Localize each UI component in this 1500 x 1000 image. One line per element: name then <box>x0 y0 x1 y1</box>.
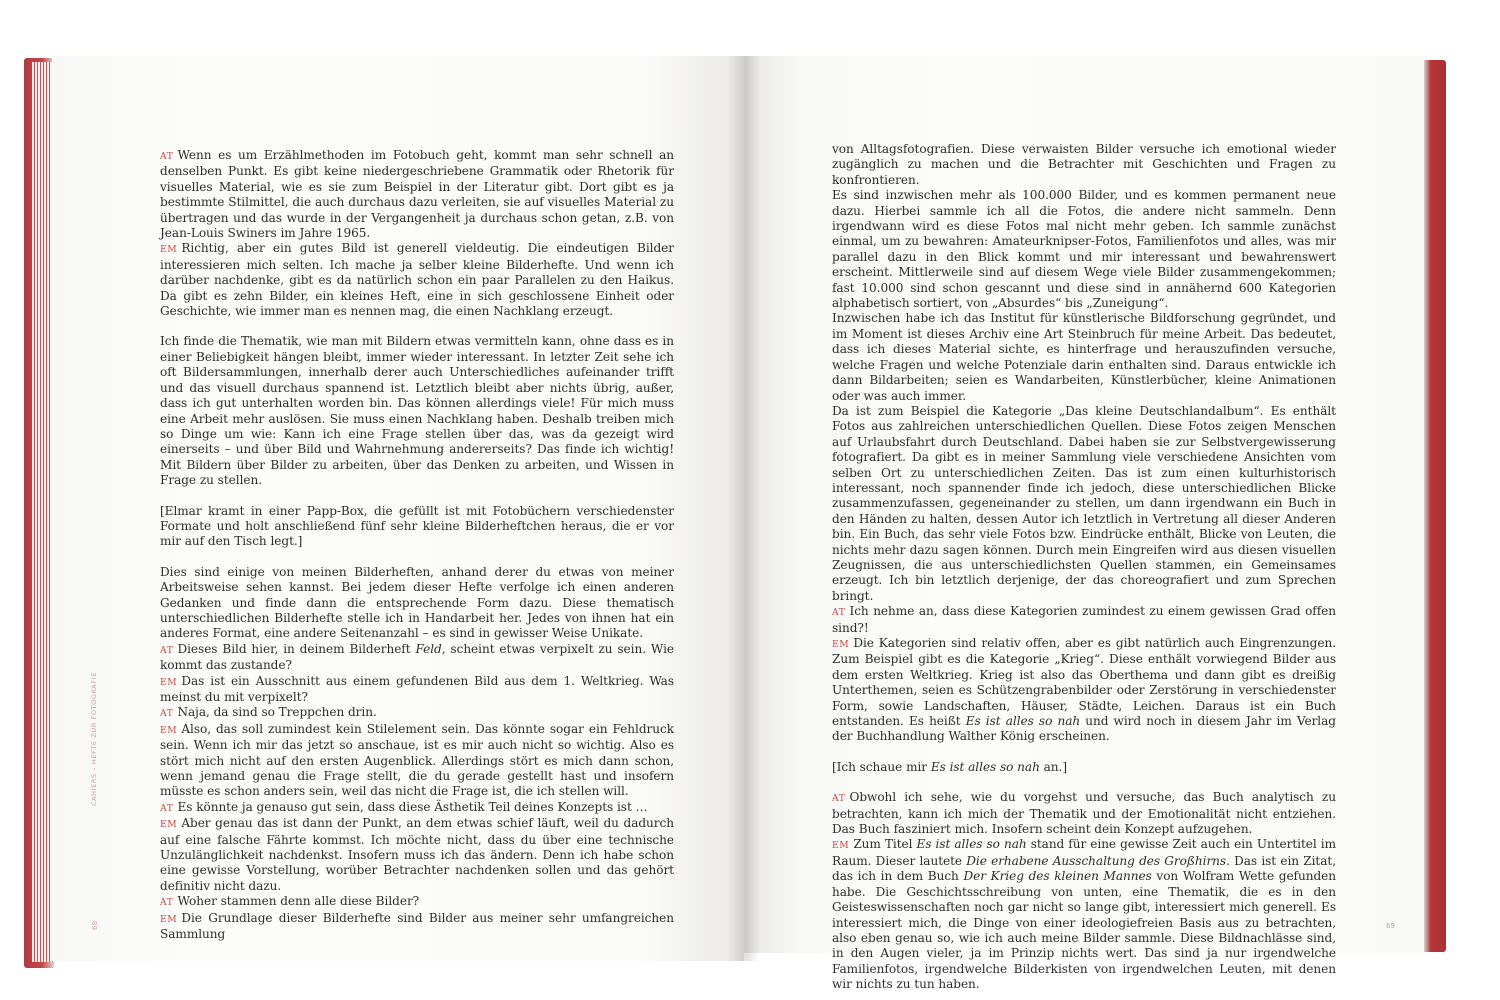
page-number-right: 69 <box>1386 922 1395 930</box>
paragraph-text: Wenn es um Erzählmethoden im Fotobuch geht, kommt man sehr schnell an denselben Punkt. Es gibt keine niedergeschriebene Grammatik oder Rhetorik für visuelles Material, wie es sie zum Beispiel in der Literatur gibt. Dort gibt es ja bestimmte Stilmittel, die auch durchaus dazu verleiten, sie auf visuelles Material zu übertragen und das wurde in der Vergangenheit ja durchaus schon getan, z.B. von Jean-Louis Swiners im Jahre 1965. <box>160 148 674 241</box>
speaker-initials: EM <box>160 676 178 688</box>
paragraph-text: Da ist zum Beispiel die Kategorie „Das kleine Deutschlandalbum“. Es enthält Fotos aus zahlreichen unterschiedlichen Quellen. Diese Fotos zeigen Menschen auf Urlaubsfahrt durch Deutschland. Dabei haben sie zur Selbstvergewisserung fotografiert. Da gibt es in meiner Sammlung viele verschiedene Ansichten vom selben Ort zu unterschiedlichen Zeiten. Das ist zum einen kulturhistorisch interessant, noch spannender finde ich jedoch, diese unterschiedlichen Blicke zusammenzufassen, gegeneinander zu stellen, um dann irgendwann ein Buch in den Händen zu halten, dessen Autor ich letztlich in Vertretung all dieser Anderen bin. Ein Buch, das sehr viele Fotos bzw. Eindrücke enthält, Blicke von Leuten, die nichts mehr dazu sagen können. Durch mein Eingreifen wird aus diesen visuellen Zeugnissen, die aus unterschiedlichsten Quellen stammen, ein Gemeinsames erzeugt. Ich bin letztlich derjenige, der das choreografiert und zum Sprechen bringt. <box>832 403 1336 603</box>
paragraph-text: Woher stammen denn alle diese Bilder? <box>177 894 420 909</box>
paragraph-text: Die Grundlage dieser Bilderhefte sind Bilder aus meiner sehr umfangreichen Sammlung <box>160 910 674 942</box>
running-head: CAHIERS – HEFTE ZUR FOTOGRAFIE <box>90 672 98 806</box>
speaker-initials: AT <box>160 802 174 814</box>
paragraph <box>160 642 674 674</box>
paragraph-text: Ich finde die Thematik, wie man mit Bildern etwas vermitteln kann, ohne dass es in einer Beliebigkeit hängen bleibt, immer wieder interessant. In letzter Zeit sehe ich oft Bildersammlungen, innerhalb derer auch Unterschiedliches aufeinander trifft und das visuell durchaus spannend ist. Letztlich bleibt aber nichts übrig, außer, dass ich gut unterhalten worden bin. Das können allerdings viele! Für mich muss eine Arbeit mehr auslösen. Sie muss einen Nachklang haben. Deshalb treiben mich so Dinge um wie: Kann ich eine Frage stellen über das, was da gezeigt wird einerseits – und über Bild und Wahrnehmung andererseits? Das finde ich wichtig! Mit Bildern über Bilder zu arbeiten, über das Denken zu arbeiten, und Wissen in Frage zu stellen. <box>160 334 674 488</box>
paragraph <box>160 800 674 816</box>
paragraph <box>160 504 674 550</box>
page-number-left: 68 <box>91 921 99 930</box>
paragraph-text: Obwohl ich sehe, wie du vorgehst und versuche, das Buch analytisch zu betrachten, kann ich mich der Thematik und der Emotionalität nicht entziehen. Das Buch fasziniert mich. Insofern scheint dein Konzept aufzugehen. <box>832 790 1336 837</box>
paragraph-text: an.] <box>1039 759 1067 774</box>
paragraph <box>832 142 1336 188</box>
left-text-column <box>160 148 674 943</box>
speaker-initials: AT <box>160 897 174 909</box>
paragraph <box>160 722 674 800</box>
paragraph <box>832 837 1336 992</box>
speaker-initials: EM <box>160 913 178 925</box>
italic-title: Die erhabene Ausschaltung des Großhirns <box>966 853 1227 868</box>
paragraph <box>832 760 1336 775</box>
paragraph-text: Dies sind einige von meinen Bilderheften, anhand derer du etwas von meiner Arbeitsweise sehen kannst. Bei jedem dieser Hefte verfolge ich einen anderen Gedanken und finde dann die entsprechende Form dazu. Diese thematisch unterschiedlichen Bilderhefte stelle ich in Handarbeit her. Jedes von ihnen hat ein anderes Format, eine andere Seitenanzahl – es sind in gewisser Weise Unikate. <box>160 564 674 641</box>
paragraph <box>832 790 1336 837</box>
paragraph-text: Naja, da sind so Treppchen drin. <box>177 705 377 720</box>
speaker-initials: EM <box>832 639 850 650</box>
paragraph <box>160 894 674 910</box>
paragraph <box>160 565 674 642</box>
paragraph-text: Die Kategorien sind relativ offen, aber es gibt natürlich auch Eingrenzungen. Zum Beispiel gibt es die Kategorie „Krieg“. Diese enthält vorwiegend Bilder aus dem ersten Weltkrieg. Krieg ist also das Oberthema und dann gibt es dreißig Unterthemen, seien es Schützengrabenbilder oder Zerstörung in verschiedenster Form, sowie Landschaften, Häuser, Städte, Leichen. Daraus ist ein Buch entstanden. Es heißt <box>832 636 1336 729</box>
paragraph-text: stand für eine gewisse Zeit auch ein Untertitel im Raum. Dieser lautete <box>832 837 1337 868</box>
book-gutter <box>728 56 760 961</box>
paragraph <box>160 241 674 319</box>
paragraph-text: Also, das soll zumindest kein Stilelement sein. Das könnte sogar ein Fehldruck sein. Wenn ich mir das jetzt so anschaue, ist es mir auch nicht so wichtig. Also es stört mich nicht auf den ersten Augenblick. Allerdings stört es mich dann schon, wenn jemand genau die Frage stellt, die du gerade gestellt hast und insofern müsste es schon anders sein, weil das nicht die Frage ist, die ich stellen will. <box>160 721 674 799</box>
paragraph-text: von Wolfram Wette gefunden habe. Die Geschichtsschreibung von unten, eine Thematik, die es in den Geisteswissenschaften noch gar nicht so lange gibt, interessiert mich generell. Es interessiert mich, die Dinge von einer ideologiefreien Basis aus zu betrachten, also eben genau so, wie ich auch meine Bilder sammle. Diese Bildnachlässe sind, in den Augen vieler, ja im Prinzip nichts wert. Das sind ja nur irgendwelche Familienfotos, irgendwelche Bilderkisten von irgendwelchen Leuten, mit denen wir nichts zu tun haben. <box>832 869 1336 992</box>
paragraph-text: , scheint etwas verpixelt zu sein. Wie kommt das zustande? <box>160 641 674 673</box>
paragraph-text: Aber genau das ist dann der Punkt, an dem etwas schief läuft, weil du dadurch auf eine falsche Fährte kommst. Ich möchte nicht, dass du über eine technische Unzulänglichkeit nachdenkst. Insofern muss ich das ändern. Denn ich habe schon eine gewisse Vorstellung, worüber Betrachter nachdenken sollen und das gehört definitiv nicht dazu. <box>160 816 674 893</box>
paragraph-text: Ich nehme an, dass diese Kategorien zumindest zu einem gewissen Grad offen sind?! <box>832 604 1336 635</box>
paragraph-text: von Alltagsfotografien. Diese verwaisten Bilder versuche ich emotional wieder zugänglich zu machen und die Betrachter mit Geschichten und Fragen zu konfrontieren. <box>832 142 1336 187</box>
paragraph-text: Dieses Bild hier, in deinem Bilderheft <box>177 641 416 656</box>
speaker-initials: AT <box>160 708 174 720</box>
speaker-initials: AT <box>832 793 846 805</box>
paragraph <box>160 705 674 721</box>
book-cover-right <box>1424 60 1446 952</box>
italic-title: Der Krieg des kleinen Mannes <box>963 869 1152 884</box>
paragraph-text: Es könnte ja genauso gut sein, dass diese Ästhetik Teil deines Konzepts ist … <box>177 799 648 814</box>
speaker-initials: AT <box>832 607 846 619</box>
paragraph-text: . Das ist ein Zitat, das ich in dem Buch <box>832 853 1336 884</box>
speaker-initials: AT <box>160 151 174 162</box>
paragraph <box>832 604 1336 636</box>
speaker-initials: AT <box>160 644 174 656</box>
paragraph <box>832 404 1336 604</box>
right-page <box>744 56 1424 992</box>
page-edges <box>32 62 54 962</box>
paragraph <box>160 334 674 488</box>
italic-title: Es ist alles so nah <box>930 759 1040 774</box>
paragraph <box>832 636 1336 745</box>
paragraph-text: [Elmar kramt in einer Papp-Box, die gefüllt ist mit Fotobüchern verschiedenster Formate und holt anschließend fünf sehr kleine Bilderheftchen heraus, die er vor mir auf den Tisch legt.] <box>160 503 674 549</box>
speaker-initials: EM <box>160 724 178 736</box>
paragraph <box>832 188 1336 311</box>
paragraph-text: Richtig, aber ein gutes Bild ist generell vieldeutig. Die eindeutigen Bilder interessieren mich selten. Ich mache ja selber kleine Bilderhefte. Und wenn ich darüber nachdenke, gibt es da natürlich schon ein paar Parallelen zu den Haikus. Da gibt es zehn Bilder, ein kleines Heft, eine in sich geschlossene Einheit oder Geschichte, wie immer man es nennen mag, die einen Nachklang erzeugt. <box>160 241 674 319</box>
speaker-initials: EM <box>832 840 850 852</box>
paragraph <box>160 816 674 894</box>
paragraph-text: Zum Titel <box>853 837 917 852</box>
paragraph-text: Inzwischen habe ich das Institut für künstlerische Bildforschung gegründet, und im Moment ist dieses Archiv eine Art Steinbruch für meine Arbeit. Das bedeutet, dass ich dieses Material sichte, es hinterfrage und herauszufinden versuche, welche Fragen und welche Potenziale darin enthalten sind. Daraus entwickle ich dann Bildarbeiten; seien es Wandarbeiten, Künstlerbücher, kleine Animationen oder was auch immer. <box>832 311 1336 403</box>
speaker-initials: EM <box>160 819 178 831</box>
left-page <box>52 56 744 961</box>
italic-title: Es ist alles so nah <box>965 714 1081 729</box>
paragraph <box>160 674 674 706</box>
paragraph <box>160 148 674 241</box>
right-text-column <box>832 142 1336 993</box>
paragraph-text: [Ich schaue mir <box>832 759 931 774</box>
paragraph <box>160 911 674 943</box>
paragraph-text: Es sind inzwischen mehr als 100.000 Bilder, und es kommen permanent neue dazu. Hierbei sammle ich all die Fotos, die andere nicht sammeln. Denn irgendwann wird es diese Fotos mal nicht mehr geben. Ich sammle zunächst einmal, um zu bewahren: Amateurknipser-Fotos, Familienfotos und alles, was mir parallel dazu in den Blick kommt und mir interessant und bewahrenswert erscheint. Mittlerweile sind auf diesem Wege viele Bilder zusammengekommen; fast 10.000 sind schon gescannt und diese sind in annähernd 600 Kategorien alphabetisch sortiert, von „Absurdes“ bis „Zuneigung“. <box>832 188 1336 311</box>
speaker-initials: EM <box>160 244 178 256</box>
paragraph-text: Das ist ein Ausschnitt aus einem gefundenen Bild aus dem 1. Weltkrieg. Was meinst du mit verpixelt? <box>160 673 674 704</box>
paragraph-text: und wird noch in diesem Jahr im Verlag der Buchhandlung Walther König erscheinen. <box>832 714 1336 744</box>
paragraph <box>832 311 1336 403</box>
italic-title: Feld <box>415 641 442 656</box>
italic-title: Es ist alles so nah <box>916 837 1027 852</box>
